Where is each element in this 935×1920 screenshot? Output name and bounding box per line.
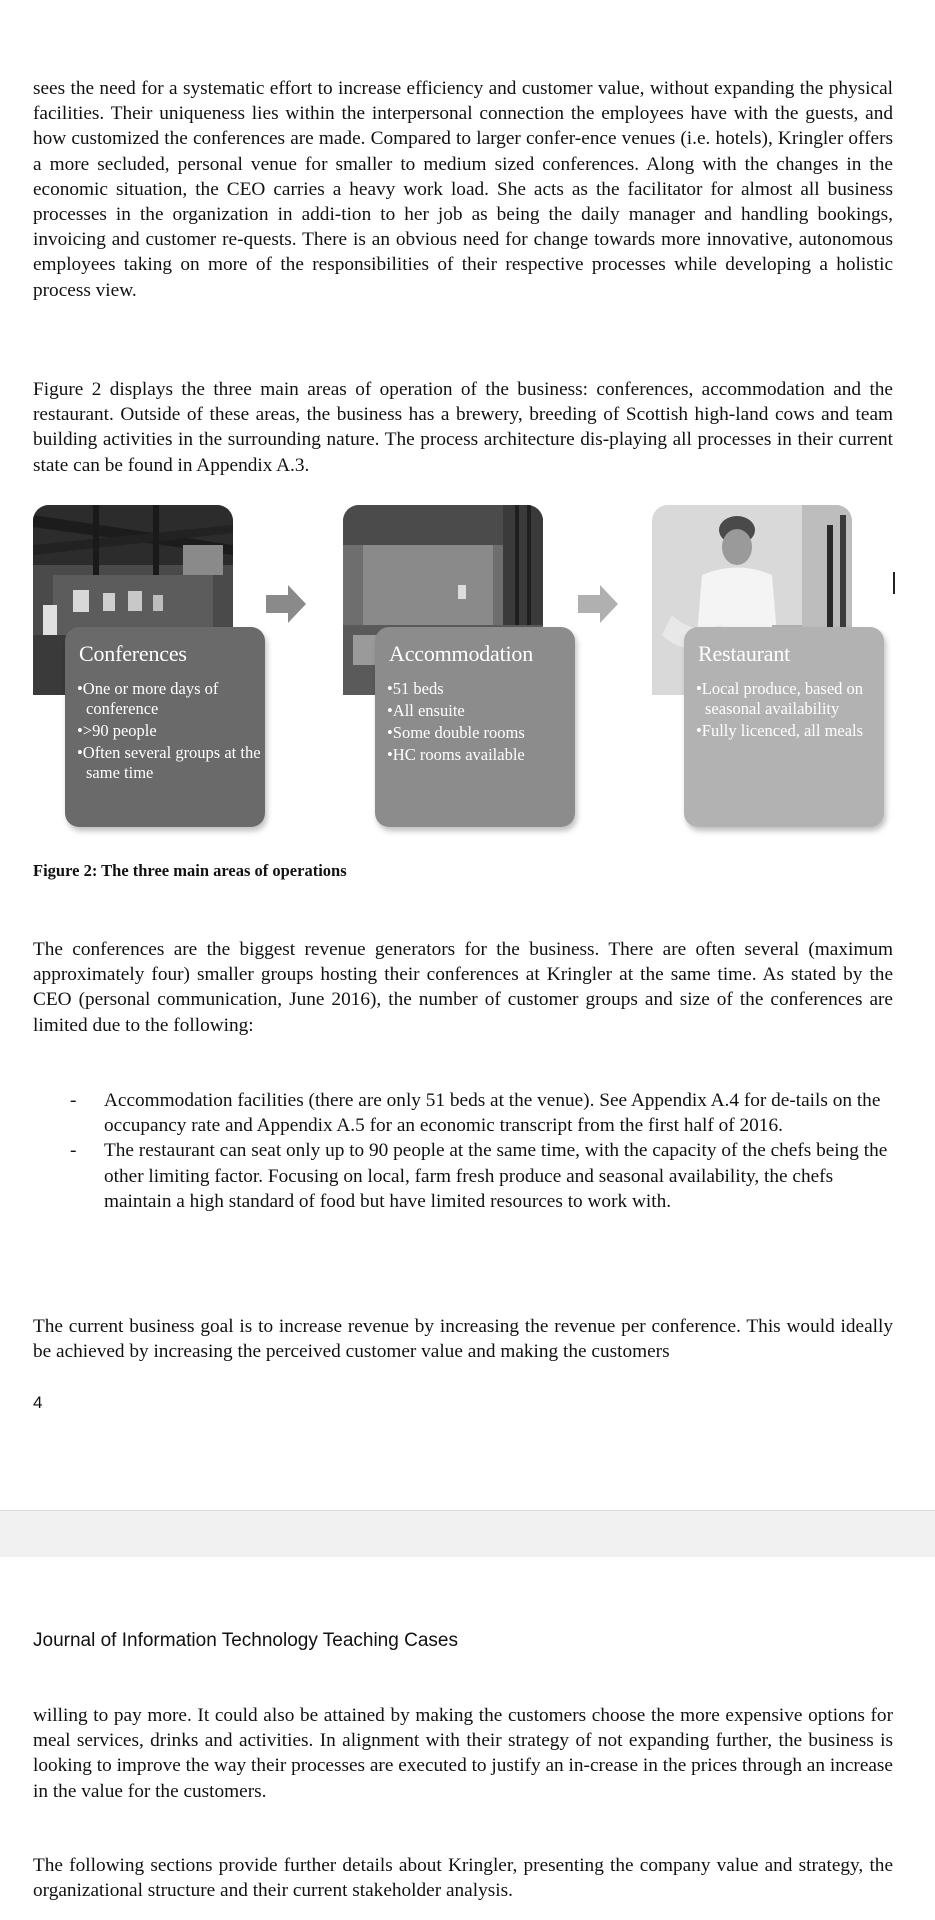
- accommodation-item: •All ensuite: [387, 701, 465, 720]
- figure-caption: Figure 2: The three main areas of operations: [33, 861, 347, 880]
- conferences-list: [77, 679, 262, 785]
- restaurant-item: •Fully licenced, all meals: [696, 721, 864, 740]
- restaurant-item: •Local produce, based on seasonal availability: [696, 679, 864, 718]
- conferences-card: [65, 627, 265, 827]
- bullet-text: The restaurant can seat only up to 90 people at the same time, with the capacity of the chefs being the other limiting factor. Focusing on local, farm fresh produce and seasonal availability, the chefs maintain a high standard of food but have limited resources to work with.: [104, 1140, 888, 1212]
- accommodation-item: •HC rooms available: [387, 745, 525, 764]
- accommodation-list: [387, 679, 572, 767]
- conferences-paragraph: The conferences are the biggest revenue generators for the business. There are often several (maximum approximately four) smaller groups hosting their conferences at Kringler at the same time. As stated by the CEO (personal communication, June 2016), the number of customer groups and size of the conferences are limited due to the following:: [33, 939, 893, 1036]
- conferences-item: •>90 people: [77, 721, 157, 740]
- figure-intro-paragraph: Figure 2 displays the three main areas of operation of the business: conferences, accommodation and the restaurant. Outside of these areas, the business has a brewery, breeding of Scottish high-land cows and team building activities in the surrounding nature. The process architecture dis-playing all processes in their current state can be found in Appendix A.3.: [33, 379, 893, 476]
- conferences-title: Conferences: [79, 641, 187, 666]
- conferences-item: •Often several groups at the same time: [77, 743, 261, 782]
- arrow-right-icon: [578, 583, 620, 625]
- continuation-paragraph: willing to pay more. It could also be attained by making the customers choose the more expensive options for meal services, drinks and activities. In alignment with their strategy of not expanding further, the business is looking to improve the way their processes are executed to justify an in-crease in the prices through an increase in the value for the customers.: [33, 1705, 893, 1802]
- conferences-item: •One or more days of conference: [77, 679, 219, 718]
- accommodation-item: •Some double rooms: [387, 723, 525, 742]
- sections-overview-paragraph: The following sections provide further details about Kringler, presenting the company value and strategy, the organizational structure and their current stakeholder analysis.: [33, 1855, 893, 1902]
- page-separator: [0, 1510, 935, 1558]
- accommodation-title: Accommodation: [389, 641, 534, 666]
- restaurant-title: Restaurant: [698, 641, 791, 666]
- text-cursor-mark: [893, 572, 895, 594]
- figure-2-operations-diagram: [30, 505, 910, 835]
- list-item: [0, 1088, 894, 1138]
- arrow-right-icon: [266, 583, 308, 625]
- journal-running-header: Journal of Information Technology Teaching Cases: [33, 1630, 458, 1651]
- business-goal-paragraph: The current business goal is to increase revenue by increasing the revenue per conference. This would ideally be achieved by increasing the perceived customer value and making the customers: [33, 1316, 893, 1363]
- bullet-dash: -: [70, 1090, 77, 1111]
- bullet-dash: -: [70, 1140, 77, 1162]
- restaurant-list: [696, 679, 881, 743]
- intro-paragraph: sees the need for a systematic effort to increase efficiency and customer value, without expanding the physical facilities. Their uniqueness lies within the interpersonal connection the employees have with the guests, and how customized the conferences are made. Compared to larger confer-ence venues (i.e. hotels), Kringler offers a more secluded, personal venue for smaller to medium sized conferences. Along with the changes in the economic situation, the CEO carries a heavy work load. She acts as the facilitator for almost all business processes in the organization in addi-tion to her job as being the daily manager and handling bookings, invoicing and customer re-quests. There is an obvious need for change towards more innovative, autonomous employees taking on more of the responsibilities of their respective processes while developing a holistic process view.: [33, 78, 893, 301]
- list-item: [0, 1138, 894, 1214]
- page-number: 4: [33, 1393, 43, 1412]
- limiting-factors-list: [0, 1088, 935, 1214]
- bullet-text: Accommodation facilities (there are only 51 beds at the venue). See Appendix A.4 for de-tails on the occupancy rate and Appendix A.5 for an economic transcript from the first half of 2016.: [104, 1090, 881, 1137]
- accommodation-item: •51 beds: [387, 679, 444, 698]
- accommodation-card: [375, 627, 575, 827]
- restaurant-card: [684, 627, 884, 827]
